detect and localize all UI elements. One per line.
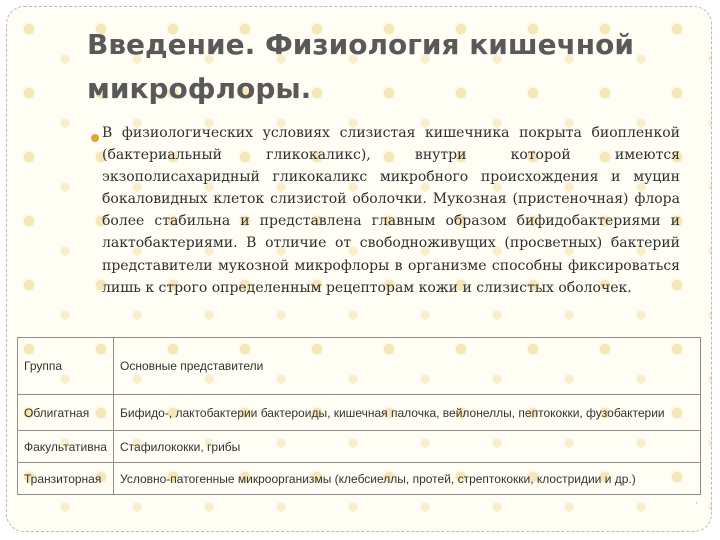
table-cell-group: Облигатная <box>18 395 114 431</box>
table-cell-group: Транзиторная <box>18 463 114 495</box>
bullet-icon <box>91 134 99 142</box>
table-row <box>18 395 701 431</box>
table-row <box>18 463 701 495</box>
slide-title: Введение. Физиология кишечной микрофлоры. <box>87 28 634 105</box>
table-cell-group: Факультативна <box>18 431 114 463</box>
body-paragraph: В физиологических условиях слизистая кишечника покрыта биопленкой (бактериальный гликокаликс), внутри которой имеются экзополисахаридный гликокаликс микробного происхождения и муцин бокаловидных клеток слизистой оболочки. Мукозная (пристеночная) флора более стабильна и представлена главным образом бифидобактериями и лактобактериями. В отличие от свободноживущих (просветных) бактерий представители мукозной микрофлоры в организме способны фиксироваться лишь к строго определенным рецепторам кожи и слизистых оболочек. <box>102 125 680 296</box>
table-cell-representatives: Условно-патогенные микроорганизмы (клебсиеллы, протей, стрептококки, клостридии и др.) <box>114 463 701 495</box>
table-row <box>18 431 701 463</box>
table-header-cell: Основные представители <box>114 338 701 395</box>
microflora-table <box>17 337 701 495</box>
table-cell-representatives: Бифидо-, лактобактерии бактероиды, кишечная палочка, вейлонеллы, пептококки, фузобактерии <box>114 395 701 431</box>
table-header-row <box>18 338 701 395</box>
slide <box>6 6 712 532</box>
table-header-cell: Группа <box>18 338 114 395</box>
corner-mark: ˙ <box>694 502 699 513</box>
table-cell-representatives: Стафилококки, грибы <box>114 431 701 463</box>
